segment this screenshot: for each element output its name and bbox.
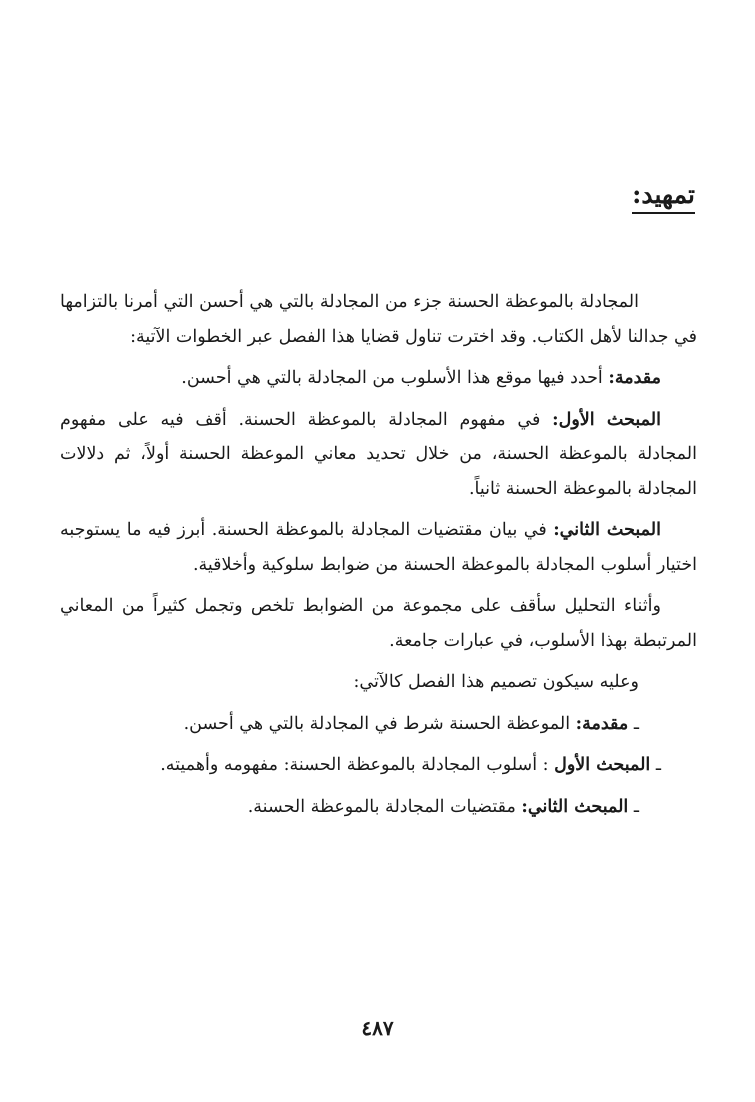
design-item-label: المبحث الثاني: (521, 796, 629, 817)
plan-item-text: أحدد فيها موقع هذا الأسلوب من المجادلة بالتي هي أحسن. (181, 368, 609, 388)
plan-item-label: المبحث الأول: (552, 409, 661, 430)
design-item-prefix: ـ (650, 755, 661, 775)
intro-paragraph: المجادلة بالموعظة الحسنة جزء من المجادلة بالتي هي أحسن التي أمرنا بالتزامها في جدالنا لأهل الكتاب. وقد اخترت تناول قضايا هذا الفصل عبر الخطوات الآتية: (60, 292, 697, 347)
design-item-prefix: ـ (628, 796, 639, 817)
design-item-text: مقتضيات المجادلة بالموعظة الحسنة. (247, 796, 522, 817)
page-number: ٤٨٧ (361, 1016, 394, 1040)
design-item-text: : أسلوب المجادلة بالموعظة الحسنة: مفهومه وأهميته. (160, 755, 555, 775)
design-item-text: الموعظة الحسنة شرط في المجادلة بالتي هي أحسن. (183, 713, 576, 734)
plan-item-label: مقدمة: (608, 368, 661, 388)
design-intro: وعليه سيكون تصميم هذا الفصل كالآتي: (353, 672, 639, 692)
plan-item (60, 361, 697, 396)
plan-item-text: في مفهوم المجادلة بالموعظة الحسنة. أقف فيه على مفهوم المجادلة بالموعظة الحسنة، من خلال تحديد معاني الموعظة الحسنة أولاً، ثم دلالات المجادلة بالموعظة الحسنة ثانياً. (60, 409, 697, 499)
design-item-label: المبحث الأول (554, 755, 651, 775)
analysis-paragraph: وأثناء التحليل سأقف على مجموعة من الضوابط تلخص وتجمل كثيراً من المعاني المرتبطة بهذا الأسلوب، في عبارات جامعة. (60, 596, 697, 651)
design-item (60, 748, 697, 783)
section-heading: تمهيد: (632, 180, 695, 214)
design-item-prefix: ـ (628, 713, 639, 734)
plan-item-text: في بيان مقتضيات المجادلة بالموعظة الحسنة. أبرز فيه ما يستوجبه اختيار أسلوب المجادلة بالموعظة الحسنة من ضوابط سلوكية وأخلاقية. (60, 520, 697, 575)
plan-item-label: المبحث الثاني: (553, 520, 661, 540)
design-item (60, 707, 697, 742)
design-item-label: مقدمة: (575, 713, 629, 734)
body-text (60, 285, 697, 831)
design-item (60, 790, 697, 825)
plan-item (60, 513, 697, 582)
plan-item (60, 403, 697, 507)
